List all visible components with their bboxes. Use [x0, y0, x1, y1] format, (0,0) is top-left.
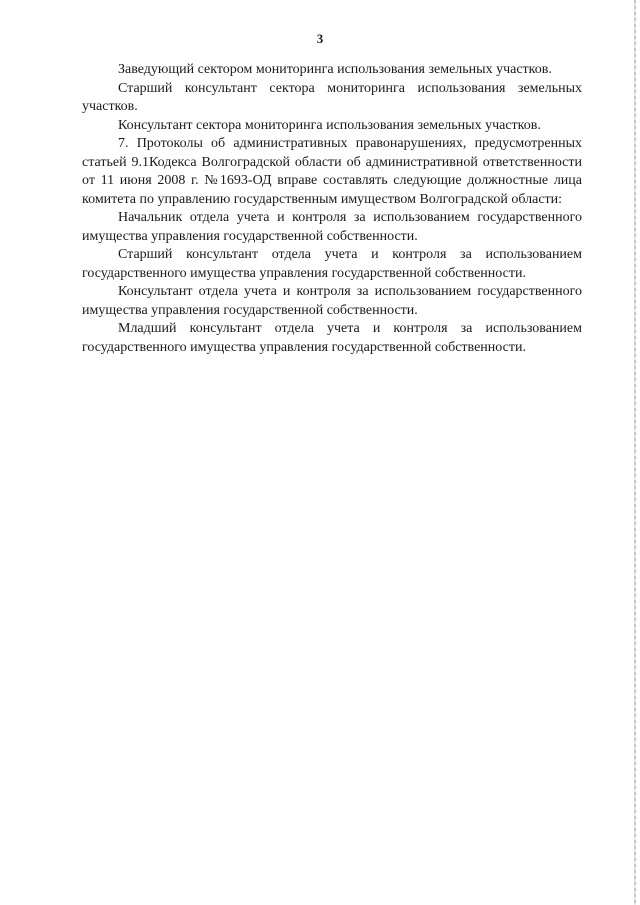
paragraph-item-7-protocols: 7. Протоколы об административных правонарушениях, предусмотренных статьей 9.1Кодекса Волгоградской области об административной ответственности от 11 июня 2008 г. №1693-ОД вправе составлять следующие должностные лица комитета по управлению государственным имуществом Волгоградской области: — [82, 136, 582, 207]
paragraph-consultant-accounting: Консультант отдела учета и контроля за использованием государственного имущества управления государственной собственности. — [82, 284, 582, 318]
paragraph-junior-consultant-accounting: Младший консультант отдела учета и контроля за использованием государственного имущества управления государственной собственности. — [82, 321, 582, 355]
scan-edge-artifact — [634, 0, 636, 905]
paragraph-head-monitoring-sector: Заведующий сектором мониторинга использования земельных участков. — [118, 62, 552, 77]
paragraph-senior-consultant-monitoring: Старший консультант сектора мониторинга использования земельных участков. — [82, 80, 582, 114]
paragraph-senior-consultant-accounting: Старший консультант отдела учета и контроля за использованием государственного имущества управления государственной собственности. — [82, 247, 582, 281]
document-body — [82, 61, 582, 357]
paragraph-consultant-monitoring: Консультант сектора мониторинга использования земельных участков. — [118, 117, 541, 133]
paragraph-head-accounting-department: Начальник отдела учета и контроля за использованием государственного имущества управления государственной собственности. — [82, 210, 582, 244]
page-number: 3 — [316, 31, 324, 46]
